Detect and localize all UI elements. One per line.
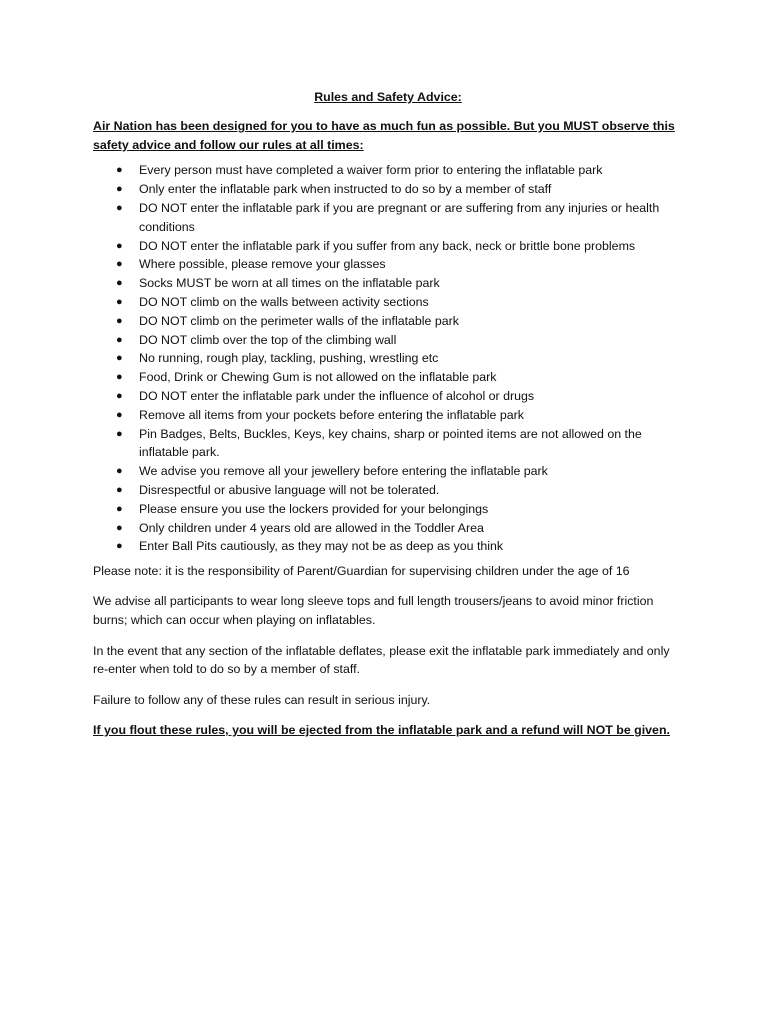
- rule-item: [93, 537, 683, 556]
- rule-item: [93, 293, 683, 312]
- bullet-icon: ●: [116, 295, 123, 308]
- bullet-icon: ●: [116, 314, 123, 327]
- parental-responsibility-note: Please note: it is the responsibility of Parent/Guardian for supervising children under the age of 16: [93, 564, 630, 579]
- bullet-icon: ●: [116, 239, 123, 252]
- rule-item: [93, 462, 683, 481]
- rule-item: [93, 481, 683, 500]
- rule-text: Only children under 4 years old are allowed in the Toddler Area: [139, 520, 484, 535]
- rule-text: DO NOT enter the inflatable park if you are pregnant or are suffering from any injuries or health conditions: [139, 200, 660, 234]
- clothing-advice: We advise all participants to wear long sleeve tops and full length trousers/jeans to avoid minor friction burns; which can occur when playing on inflatables.: [93, 594, 654, 628]
- bullet-icon: ●: [116, 540, 123, 553]
- rule-text: Enter Ball Pits cautiously, as they may not be as deep as you think: [139, 539, 504, 554]
- rule-item: [93, 312, 683, 331]
- bullet-icon: ●: [116, 408, 123, 421]
- ejection-warning: If you flout these rules, you will be ejected from the inflatable park and a refund will NOT be given.: [93, 722, 670, 737]
- rule-item: [93, 406, 683, 425]
- rule-item: [93, 425, 683, 463]
- rule-text: Remove all items from your pockets before entering the inflatable park: [139, 407, 524, 422]
- intro-statement: Air Nation has been designed for you to have as much fun as possible. But you MUST observe this safety advice and follow our rules at all times:: [93, 118, 675, 152]
- bullet-icon: ●: [116, 389, 123, 402]
- rule-text: Only enter the inflatable park when instructed to do so by a member of staff: [139, 182, 552, 197]
- rule-text: Where possible, please remove your glasses: [139, 257, 386, 272]
- rule-item: [93, 237, 683, 256]
- rule-item: [93, 255, 683, 274]
- rule-text: Please ensure you use the lockers provided for your belongings: [139, 501, 489, 516]
- bullet-icon: ●: [116, 502, 123, 515]
- rule-item: [93, 349, 683, 368]
- rule-text: No running, rough play, tackling, pushing, wrestling etc: [139, 351, 439, 366]
- rule-text: DO NOT enter the inflatable park if you suffer from any back, neck or brittle bone problems: [139, 238, 636, 253]
- document-body: [93, 88, 683, 740]
- rule-text: We advise you remove all your jewellery before entering the inflatable park: [139, 464, 548, 479]
- bullet-icon: ●: [116, 183, 123, 196]
- rule-text: DO NOT climb on the walls between activity sections: [139, 294, 429, 309]
- rule-item: [93, 161, 683, 180]
- rule-item: [93, 368, 683, 387]
- rule-text: Food, Drink or Chewing Gum is not allowed on the inflatable park: [139, 370, 497, 385]
- rule-item: [93, 500, 683, 519]
- bullet-icon: ●: [116, 521, 123, 534]
- bullet-icon: ●: [116, 483, 123, 496]
- bullet-icon: ●: [116, 371, 123, 384]
- rule-text: Every person must have completed a waiver form prior to entering the inflatable park: [139, 163, 603, 178]
- rule-text: DO NOT enter the inflatable park under the influence of alcohol or drugs: [139, 388, 535, 403]
- bullet-icon: ●: [116, 277, 123, 290]
- document-title: Rules and Safety Advice:: [314, 90, 462, 104]
- bullet-icon: ●: [116, 258, 123, 271]
- rule-item: [93, 331, 683, 350]
- bullet-icon: ●: [116, 164, 123, 177]
- injury-warning: Failure to follow any of these rules can result in serious injury.: [93, 692, 431, 707]
- rule-text: Disrespectful or abusive language will not be tolerated.: [139, 482, 440, 497]
- rule-item: [93, 199, 683, 237]
- rule-item: [93, 387, 683, 406]
- bullet-icon: ●: [116, 333, 123, 346]
- rule-item: [93, 274, 683, 293]
- rule-text: Socks MUST be worn at all times on the inflatable park: [139, 276, 440, 291]
- rule-text: Pin Badges, Belts, Buckles, Keys, key chains, sharp or pointed items are not allowed on the inflatable park.: [139, 426, 642, 460]
- rules-list: [93, 161, 683, 556]
- bullet-icon: ●: [116, 201, 123, 214]
- rule-item: [93, 519, 683, 538]
- rule-item: [93, 180, 683, 199]
- bullet-icon: ●: [116, 427, 123, 440]
- deflation-instructions: In the event that any section of the inflatable deflates, please exit the inflatable park immediately and only re-enter when told to do so by a member of staff.: [93, 643, 670, 677]
- bullet-icon: ●: [116, 352, 123, 365]
- rule-text: DO NOT climb on the perimeter walls of the inflatable park: [139, 313, 459, 328]
- bullet-icon: ●: [116, 465, 123, 478]
- rule-text: DO NOT climb over the top of the climbing wall: [139, 332, 397, 347]
